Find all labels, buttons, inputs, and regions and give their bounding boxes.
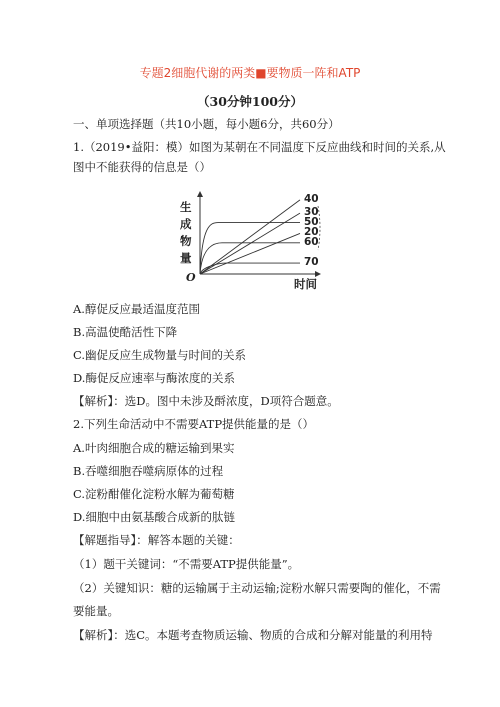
q2-guide-1: （1）题干关键词：“不需要ATP提供能量”。 [73,557,300,571]
q1-stem-line2: 图中不能获得的信息是（） [73,160,211,174]
q1-stem-line1: 1.（2019•益阳：模）如图为某朝在不同温度下反应曲线和时间的关系,从 [73,140,446,154]
series-label-50: 50 [304,215,319,228]
q1-option-a: A.醇促反应最适温度范围 [73,302,200,316]
document-subtitle: （30分钟100分） [197,94,303,109]
series-line-50 [200,223,300,274]
q2-option-a: A.叶肉细胞合成的糖运输到果实 [73,441,235,455]
q2-option-d: D.细胞中由氨基酸合成新的肽链 [73,510,235,524]
q2-analysis: 【解析】：选C。本题考查物质运输、物质的合成和分解对能量的利用特 [73,628,433,642]
series-line-20 [200,233,300,274]
series-line-60 [200,243,300,274]
q2-option-c: C.淀粉酣催化淀粉水解为葡萄糖 [73,487,235,501]
series-line-70 [200,263,300,274]
q1-analysis: 【解析】：选D。图中未涉及酹浓度，D项符合题意。 [73,394,339,408]
q2-guide: 【解题指导】：解答本题的关键： [73,533,240,547]
q1-option-b: B.高温使酷活性下降 [73,325,178,339]
chart-origin: O [186,271,196,284]
chart-ylabel: 生成物量 [180,200,192,265]
q2-stem: 2.下列生命活动中不需要ATP提供能量的是（） [73,417,315,431]
q1-option-c: C.幽促反应生成物量与时间的关系 [73,348,247,362]
q2-guide-2-line2: 要能量。 [73,604,119,618]
series-label-40: 40 [304,192,319,205]
q2-option-b: B.吞噬细胞吞噬病原体的过程 [73,464,224,478]
series-label-70: 70 [304,256,319,269]
q1-option-d: D.酶促反应速率与酶浓度的关系 [73,371,235,385]
series-label-30: 30 [304,206,319,219]
series-label-60: 60 [304,235,319,248]
series-label-20: 20 [304,226,319,239]
chart-xlabel: 时间 [294,277,317,291]
q2-guide-2-line1: （2）关键知识：糖的运输属于主动运输;淀粉水解只需要陶的催化，不需 [73,581,441,595]
section-heading: 一、单项选择题（共10小题，每小题6分，共60分） [73,117,340,131]
document-title: 专题2细胞代谢的两类■要物质一阵和ATP [139,66,361,80]
